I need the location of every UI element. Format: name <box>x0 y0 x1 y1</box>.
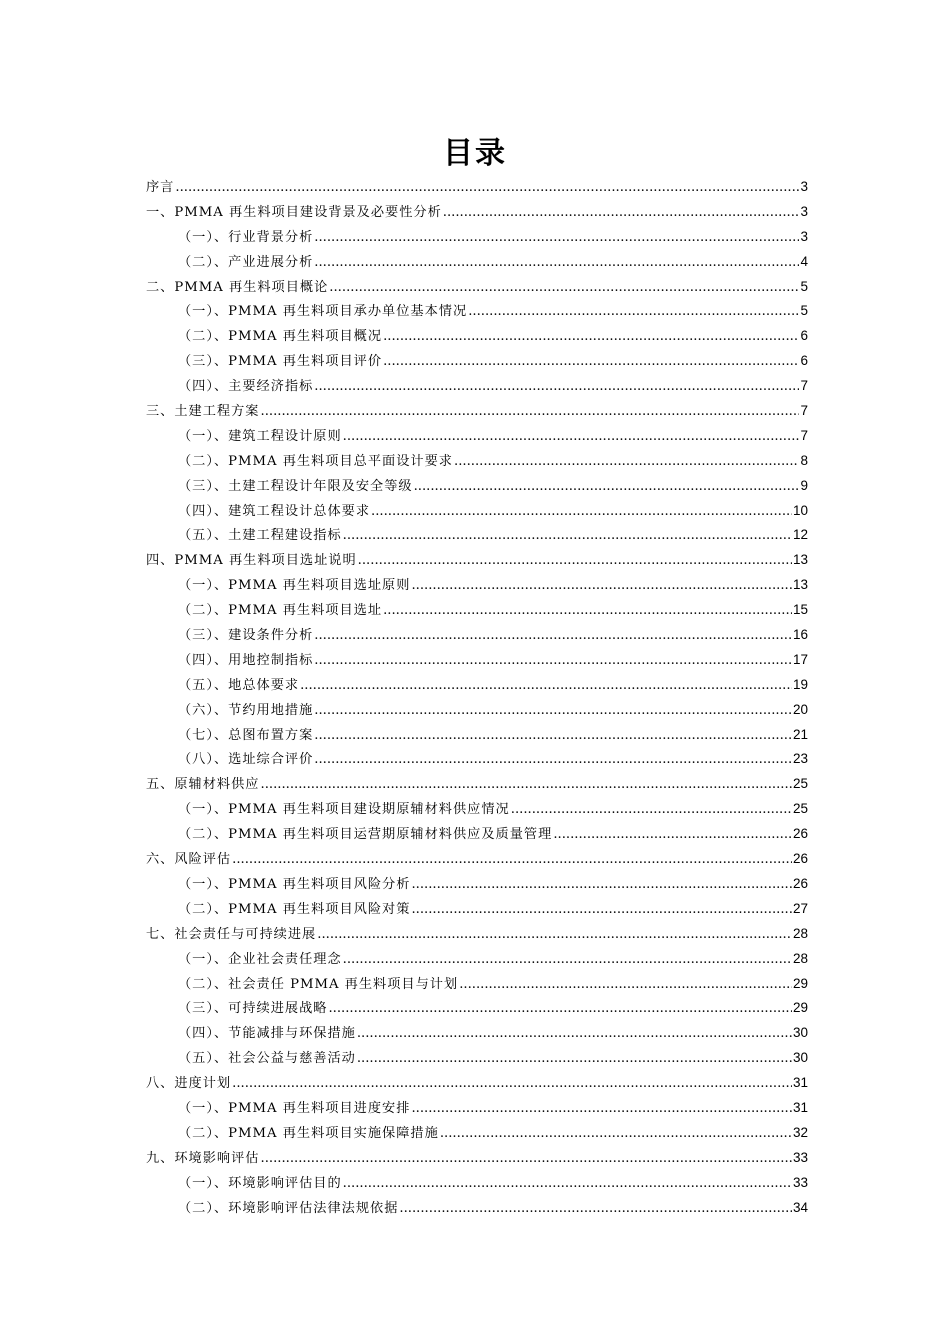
toc-leader-dots <box>314 624 792 649</box>
toc-entry-text: （二）、PMMA 再生料项目风险对策 <box>178 901 411 917</box>
toc-leader-dots <box>261 400 800 425</box>
toc-leader-dots <box>300 674 792 699</box>
toc-page-number: 5 <box>800 278 808 294</box>
toc-leader-dots <box>314 748 792 773</box>
toc-leader-dots <box>232 848 792 873</box>
toc-page-number: 33 <box>792 1149 808 1165</box>
toc-leader-dots <box>553 823 792 848</box>
table-of-contents <box>146 175 808 1220</box>
toc-subentry[interactable] <box>146 349 808 374</box>
toc-leader-dots <box>329 276 799 301</box>
toc-subentry[interactable] <box>146 648 808 673</box>
toc-page-number: 6 <box>800 328 808 344</box>
toc-leader-dots <box>358 549 792 574</box>
toc-page-number: 19 <box>792 676 808 692</box>
toc-entry[interactable] <box>146 1071 808 1096</box>
toc-page-number: 21 <box>792 726 808 742</box>
toc-page-number: 4 <box>800 253 808 269</box>
toc-page-number: 32 <box>792 1124 808 1140</box>
toc-entry-text: （六）、节约用地措施 <box>178 702 314 718</box>
toc-leader-dots <box>383 350 799 375</box>
toc-subentry[interactable] <box>146 996 808 1021</box>
toc-entry-text: （一）、企业社会责任理念 <box>178 951 342 967</box>
toc-entry-text: （三）、建设条件分析 <box>178 628 314 644</box>
toc-subentry[interactable] <box>146 424 808 449</box>
toc-page-number: 29 <box>792 975 808 991</box>
toc-subentry[interactable] <box>146 1096 808 1121</box>
toc-page-number: 13 <box>792 577 808 593</box>
toc-subentry[interactable] <box>146 499 808 524</box>
toc-page-number: 5 <box>800 303 808 319</box>
toc-entry[interactable] <box>146 772 808 797</box>
toc-subentry[interactable] <box>146 623 808 648</box>
toc-subentry[interactable] <box>146 299 808 324</box>
toc-leader-dots <box>343 948 792 973</box>
toc-leader-dots <box>314 649 792 674</box>
toc-page-number: 8 <box>800 452 808 468</box>
toc-entry-text: （二）、PMMA 再生料项目运营期原辅材料供应及质量管理 <box>178 827 553 843</box>
toc-entry-text: （四）、用地控制指标 <box>178 652 314 668</box>
toc-page-number: 31 <box>792 1075 808 1091</box>
toc-leader-dots <box>343 524 792 549</box>
toc-entry-text: （三）、PMMA 再生料项目评价 <box>178 354 383 370</box>
toc-entry-text: （一）、建筑工程设计原则 <box>178 428 342 444</box>
toc-entry-text: （二）、产业进展分析 <box>178 254 314 270</box>
toc-page-number: 16 <box>792 627 808 643</box>
toc-entry-text: （二）、PMMA 再生料项目选址 <box>178 603 383 619</box>
toc-subentry[interactable] <box>146 225 808 250</box>
toc-leader-dots <box>261 1147 792 1172</box>
toc-page-number: 26 <box>792 875 808 891</box>
toc-entry-text: （五）、土建工程建设指标 <box>178 528 342 544</box>
toc-page-number: 28 <box>792 950 808 966</box>
toc-page-number: 30 <box>792 1050 808 1066</box>
toc-page-number: 12 <box>792 527 808 543</box>
toc-leader-dots <box>328 997 792 1022</box>
toc-subentry[interactable] <box>146 449 808 474</box>
toc-entry[interactable] <box>146 1146 808 1171</box>
toc-entry[interactable] <box>146 175 808 200</box>
toc-subentry[interactable] <box>146 1121 808 1146</box>
toc-page-number: 33 <box>792 1174 808 1190</box>
toc-subentry[interactable] <box>146 673 808 698</box>
toc-page-number: 25 <box>792 776 808 792</box>
toc-page-number: 7 <box>800 403 808 419</box>
toc-leader-dots <box>314 226 799 251</box>
toc-page-number: 26 <box>792 826 808 842</box>
toc-subentry[interactable] <box>146 598 808 623</box>
toc-page-number: 7 <box>800 427 808 443</box>
toc-page-number: 10 <box>792 502 808 518</box>
toc-page-number: 3 <box>800 228 808 244</box>
toc-leader-dots <box>175 176 799 201</box>
toc-entry-text: 一、PMMA 再生料项目建设背景及必要性分析 <box>146 204 442 220</box>
toc-subentry[interactable] <box>146 573 808 598</box>
toc-entry-text: 八、进度计划 <box>146 1076 232 1092</box>
toc-leader-dots <box>399 1197 792 1222</box>
toc-entry-text: （五）、社会公益与慈善活动 <box>178 1051 356 1067</box>
toc-page-number: 31 <box>792 1099 808 1115</box>
toc-entry-text: 七、社会责任与可持续进展 <box>146 926 317 942</box>
toc-subentry[interactable] <box>146 747 808 772</box>
toc-page-number: 25 <box>792 801 808 817</box>
toc-entry-text: （二）、PMMA 再生料项目概况 <box>178 329 383 345</box>
toc-page-number: 30 <box>792 1025 808 1041</box>
toc-entry-text: 四、PMMA 再生料项目选址说明 <box>146 553 357 569</box>
toc-entry-text: 六、风险评估 <box>146 852 232 868</box>
toc-subentry[interactable] <box>146 822 808 847</box>
toc-page-number: 3 <box>800 203 808 219</box>
toc-leader-dots <box>343 425 800 450</box>
toc-entry-text: （一）、PMMA 再生料项目进度安排 <box>178 1100 411 1116</box>
toc-leader-dots <box>411 898 792 923</box>
toc-leader-dots <box>411 1097 792 1122</box>
toc-entry-text: （四）、节能减排与环保措施 <box>178 1026 356 1042</box>
toc-entry[interactable] <box>146 200 808 225</box>
toc-entry-text: 序言 <box>146 180 175 195</box>
toc-entry-text: 二、PMMA 再生料项目概论 <box>146 279 329 295</box>
toc-entry-text: （四）、建筑工程设计总体要求 <box>178 503 371 519</box>
toc-subentry[interactable] <box>146 797 808 822</box>
toc-leader-dots <box>314 699 792 724</box>
toc-entry-text: （二）、PMMA 再生料项目实施保障措施 <box>178 1125 439 1141</box>
toc-subentry[interactable] <box>146 1171 808 1196</box>
toc-page-number: 23 <box>792 751 808 767</box>
toc-leader-dots <box>440 1122 792 1147</box>
toc-entry-text: （八）、选址综合评价 <box>178 752 314 768</box>
toc-subentry[interactable] <box>146 972 808 997</box>
toc-entry-text: （一）、环境影响评估目的 <box>178 1175 342 1191</box>
toc-page-number: 27 <box>792 900 808 916</box>
toc-entry-text: （二）、社会责任 PMMA 再生料项目与计划 <box>178 976 459 992</box>
toc-page-number: 28 <box>792 925 808 941</box>
toc-subentry[interactable] <box>146 1046 808 1071</box>
toc-page-number: 13 <box>792 552 808 568</box>
toc-leader-dots <box>383 599 792 624</box>
toc-page-number: 9 <box>800 477 808 493</box>
toc-page-number: 29 <box>792 1000 808 1016</box>
toc-page-number: 6 <box>800 353 808 369</box>
toc-leader-dots <box>371 500 792 525</box>
toc-page-number: 34 <box>792 1199 808 1215</box>
toc-leader-dots <box>232 1072 792 1097</box>
toc-entry-text: 三、土建工程方案 <box>146 404 260 420</box>
toc-page-number: 15 <box>792 602 808 618</box>
toc-leader-dots <box>454 450 799 475</box>
toc-entry-text: （五）、地总体要求 <box>178 677 300 693</box>
toc-entry[interactable] <box>146 275 808 300</box>
toc-leader-dots <box>468 300 799 325</box>
toc-entry-text: （二）、PMMA 再生料项目总平面设计要求 <box>178 453 453 469</box>
toc-entry-text: （三）、土建工程设计年限及安全等级 <box>178 478 413 494</box>
toc-subentry[interactable] <box>146 324 808 349</box>
toc-subentry[interactable] <box>146 723 808 748</box>
toc-entry[interactable] <box>146 399 808 424</box>
toc-entry-text: （一）、行业背景分析 <box>178 229 314 245</box>
toc-entry-text: 九、环境影响评估 <box>146 1150 260 1166</box>
toc-subentry[interactable] <box>146 947 808 972</box>
toc-leader-dots <box>261 773 792 798</box>
toc-entry-text: （一）、PMMA 再生料项目风险分析 <box>178 876 411 892</box>
toc-subentry[interactable] <box>146 1021 808 1046</box>
toc-entry-text: （一）、PMMA 再生料项目承办单位基本情况 <box>178 304 468 320</box>
toc-leader-dots <box>443 201 800 226</box>
toc-leader-dots <box>511 798 792 823</box>
toc-leader-dots <box>357 1022 792 1047</box>
toc-leader-dots <box>411 873 792 898</box>
toc-leader-dots <box>317 923 792 948</box>
toc-subentry[interactable] <box>146 897 808 922</box>
toc-subentry[interactable] <box>146 474 808 499</box>
toc-subentry[interactable] <box>146 698 808 723</box>
toc-leader-dots <box>314 251 799 276</box>
toc-entry-text: （三）、可持续进展战略 <box>178 1001 328 1017</box>
toc-entry-text: （一）、PMMA 再生料项目选址原则 <box>178 578 411 594</box>
toc-leader-dots <box>459 973 792 998</box>
toc-subentry[interactable] <box>146 374 808 399</box>
toc-entry[interactable] <box>146 847 808 872</box>
toc-leader-dots <box>411 574 792 599</box>
toc-subentry[interactable] <box>146 250 808 275</box>
toc-entry[interactable] <box>146 922 808 947</box>
toc-page-number: 20 <box>792 701 808 717</box>
toc-entry-text: 五、原辅材料供应 <box>146 777 260 793</box>
toc-subentry[interactable] <box>146 1196 808 1221</box>
toc-leader-dots <box>314 375 799 400</box>
toc-entry-text: （七）、总图布置方案 <box>178 727 314 743</box>
toc-leader-dots <box>343 1172 792 1197</box>
toc-page-number: 3 <box>800 179 808 194</box>
toc-leader-dots <box>383 325 799 350</box>
toc-subentry[interactable] <box>146 523 808 548</box>
toc-entry-text: （一）、PMMA 再生料项目建设期原辅材料供应情况 <box>178 802 510 818</box>
toc-page-number: 17 <box>792 651 808 667</box>
toc-page-number: 7 <box>800 378 808 394</box>
page-title: 目录 <box>443 136 507 171</box>
toc-leader-dots <box>314 724 792 749</box>
toc-subentry[interactable] <box>146 872 808 897</box>
toc-page-number: 26 <box>792 851 808 867</box>
toc-entry[interactable] <box>146 548 808 573</box>
toc-leader-dots <box>414 475 800 500</box>
toc-entry-text: （二）、环境影响评估法律法规依据 <box>178 1200 399 1216</box>
toc-leader-dots <box>357 1047 792 1072</box>
toc-entry-text: （四）、主要经济指标 <box>178 379 314 395</box>
